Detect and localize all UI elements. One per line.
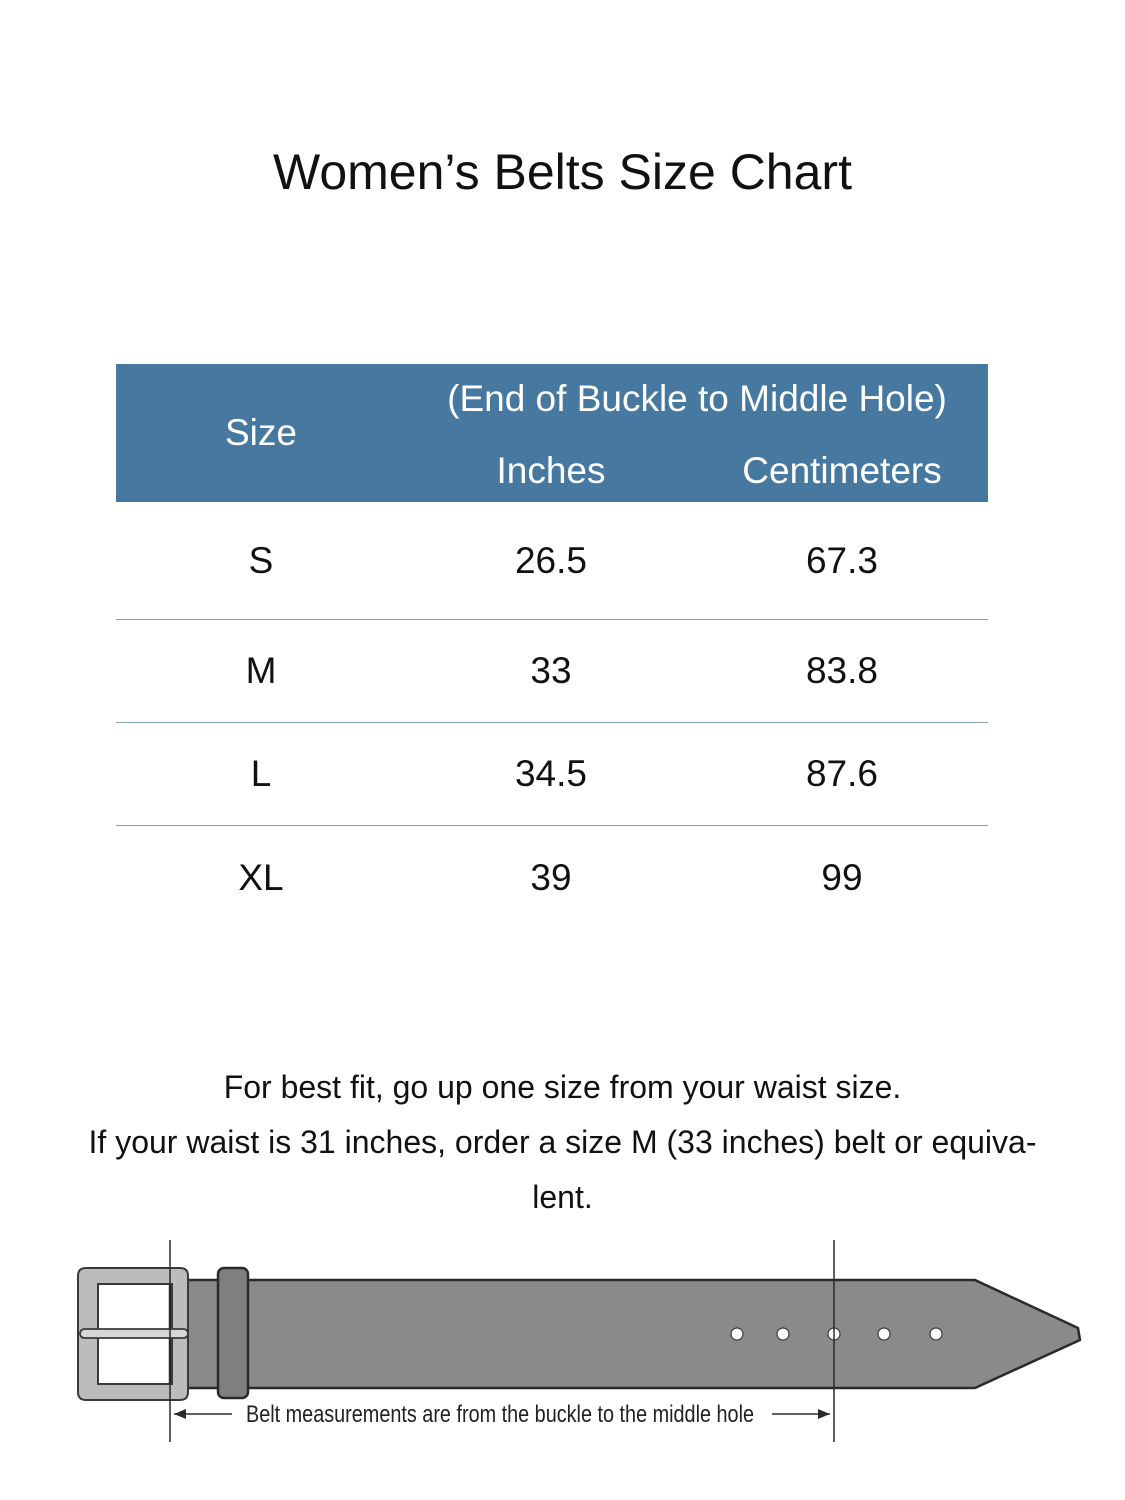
cell-centimeters: 87.6 [805, 753, 878, 794]
arrow-left-icon [174, 1409, 186, 1419]
cell-size: M [245, 650, 277, 691]
header-size: Size [225, 412, 297, 453]
header-inches: Inches [496, 450, 606, 491]
cell-centimeters: 67.3 [805, 539, 878, 581]
cell-inches: 26.5 [514, 539, 587, 581]
fit-note-line: For best fit, go up one size from your waist size. [223, 1069, 902, 1105]
belt-hole-icon [930, 1328, 942, 1340]
cell-size: S [248, 539, 274, 581]
cell-size: L [250, 753, 272, 794]
belt-strap [170, 1280, 1080, 1388]
belt-hole-icon [731, 1328, 743, 1340]
cell-size: XL [238, 857, 284, 898]
header-measurement-note: (End of Buckle to Middle Hole) [447, 378, 947, 419]
page-title: Women’s Belts Size Chart [273, 144, 852, 200]
cell-inches: 33 [530, 650, 572, 691]
table-row [116, 826, 988, 930]
cell-centimeters: 83.8 [805, 650, 878, 691]
cell-centimeters: 99 [821, 857, 863, 898]
table-row [116, 620, 988, 723]
table-header [116, 364, 988, 502]
fit-note-line: If your waist is 31 inches, order a size M (33 inches) belt or equiva- [88, 1124, 1037, 1160]
cell-inches: 39 [530, 857, 572, 898]
cell-inches: 34.5 [514, 753, 587, 794]
belt-caption: Belt measurements are from the buckle to the middle hole [246, 1401, 754, 1428]
belt-keeper-icon [218, 1268, 248, 1398]
fit-note-line: lent. [532, 1179, 593, 1215]
table-row [116, 723, 988, 826]
belt-hole-icon [878, 1328, 890, 1340]
table-row [116, 502, 988, 620]
belt-diagram [70, 1238, 1090, 1448]
size-table [116, 364, 988, 930]
arrow-right-icon [818, 1409, 830, 1419]
header-centimeters: Centimeters [742, 450, 942, 491]
buckle-prong-icon [80, 1329, 188, 1338]
belt-hole-icon [777, 1328, 789, 1340]
fit-note [30, 1060, 1095, 1225]
